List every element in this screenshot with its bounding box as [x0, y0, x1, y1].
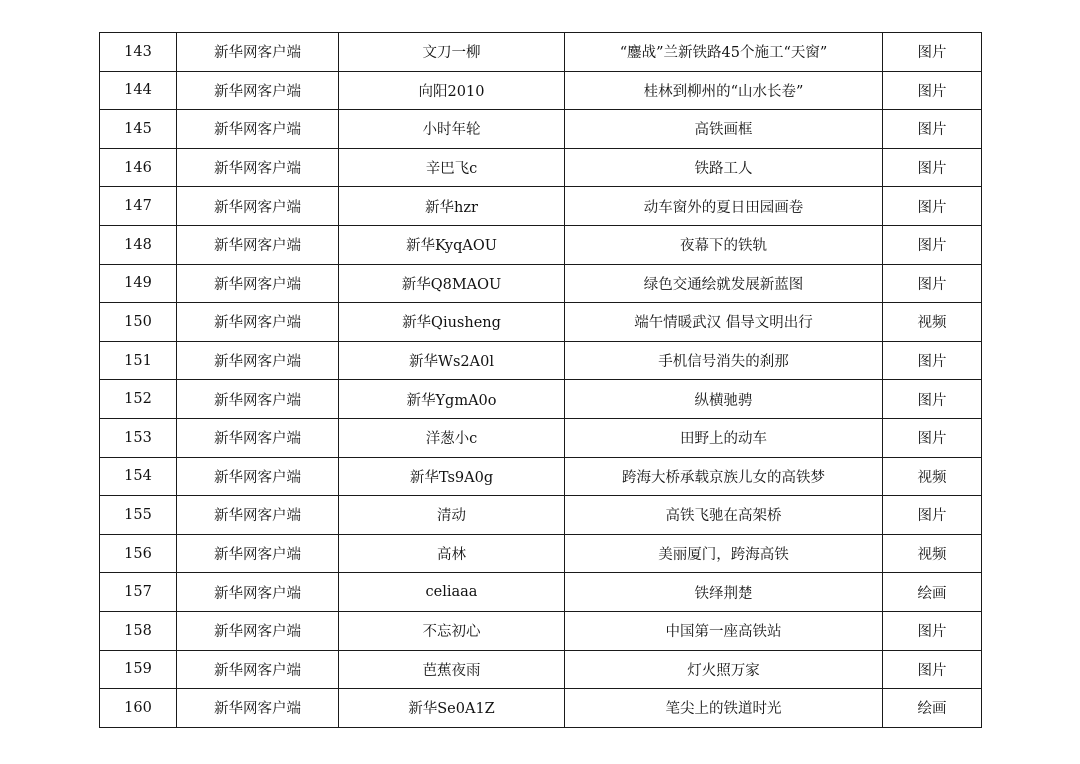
entry-title: 高铁画框: [565, 110, 883, 149]
entry-author: 高林: [339, 534, 565, 573]
entry-type: 图片: [883, 611, 982, 650]
entry-source: 新华网客户端: [177, 225, 339, 264]
entry-source: 新华网客户端: [177, 341, 339, 380]
entry-source: 新华网客户端: [177, 110, 339, 149]
entry-author: 洋葱小c: [339, 418, 565, 457]
entry-number: 148: [100, 225, 177, 264]
entry-type: 图片: [883, 148, 982, 187]
entry-source: 新华网客户端: [177, 264, 339, 303]
entry-source: 新华网客户端: [177, 187, 339, 226]
entry-number: 154: [100, 457, 177, 496]
entry-author: 新华YgmA0o: [339, 380, 565, 419]
entry-number: 150: [100, 303, 177, 342]
entry-title: “鏖战”兰新铁路45个施工“天窗”: [565, 33, 883, 72]
entry-author: 不忘初心: [339, 611, 565, 650]
entry-number: 153: [100, 418, 177, 457]
entry-source: 新华网客户端: [177, 418, 339, 457]
entry-number: 159: [100, 650, 177, 689]
entry-source: 新华网客户端: [177, 611, 339, 650]
entry-type: 图片: [883, 341, 982, 380]
entry-type: 图片: [883, 187, 982, 226]
entries-table: [99, 32, 982, 728]
entry-number: 147: [100, 187, 177, 226]
entry-source: 新华网客户端: [177, 148, 339, 187]
entry-title: 美丽厦门，跨海高铁: [565, 534, 883, 573]
entry-author: 向阳2010: [339, 71, 565, 110]
entry-title: 跨海大桥承载京族儿女的高铁梦: [565, 457, 883, 496]
table-row: [100, 148, 982, 187]
entry-title: 纵横驰骋: [565, 380, 883, 419]
table-row: [100, 611, 982, 650]
entry-author: 新华Ts9A0g: [339, 457, 565, 496]
entry-title: 桂林到柳州的“山水长卷”: [565, 71, 883, 110]
table-row: [100, 689, 982, 728]
table-row: [100, 264, 982, 303]
entry-title: 手机信号消失的刹那: [565, 341, 883, 380]
entry-author: 新华Qiusheng: [339, 303, 565, 342]
entry-number: 157: [100, 573, 177, 612]
entry-title: 绿色交通绘就发展新蓝图: [565, 264, 883, 303]
entry-source: 新华网客户端: [177, 71, 339, 110]
entry-author: 新华KyqAOU: [339, 225, 565, 264]
entry-number: 160: [100, 689, 177, 728]
entry-number: 151: [100, 341, 177, 380]
entry-author: 清动: [339, 496, 565, 535]
entry-type: 图片: [883, 650, 982, 689]
entry-type: 视频: [883, 457, 982, 496]
entry-number: 143: [100, 33, 177, 72]
table-row: [100, 380, 982, 419]
entry-type: 图片: [883, 33, 982, 72]
entry-number: 152: [100, 380, 177, 419]
entry-author: 芭蕉夜雨: [339, 650, 565, 689]
entry-source: 新华网客户端: [177, 573, 339, 612]
entry-author: 辛巴飞c: [339, 148, 565, 187]
entry-source: 新华网客户端: [177, 303, 339, 342]
table-row: [100, 496, 982, 535]
entry-title: 铁绎荆楚: [565, 573, 883, 612]
entry-type: 图片: [883, 110, 982, 149]
table-row: [100, 573, 982, 612]
entry-title: 笔尖上的铁道时光: [565, 689, 883, 728]
entry-number: 146: [100, 148, 177, 187]
entry-source: 新华网客户端: [177, 496, 339, 535]
table-row: [100, 418, 982, 457]
entry-number: 155: [100, 496, 177, 535]
entry-author: 新华Ws2A0l: [339, 341, 565, 380]
entry-title: 田野上的动车: [565, 418, 883, 457]
table-row: [100, 650, 982, 689]
entry-title: 动车窗外的夏日田园画卷: [565, 187, 883, 226]
table-row: [100, 341, 982, 380]
table-row: [100, 457, 982, 496]
entry-author: celiaaa: [339, 573, 565, 612]
entry-source: 新华网客户端: [177, 33, 339, 72]
entry-type: 视频: [883, 534, 982, 573]
entry-type: 图片: [883, 225, 982, 264]
entry-number: 144: [100, 71, 177, 110]
entries-table-body: [100, 33, 982, 728]
entry-title: 高铁飞驰在高架桥: [565, 496, 883, 535]
entry-title: 中国第一座高铁站: [565, 611, 883, 650]
table-row: [100, 110, 982, 149]
entry-title: 铁路工人: [565, 148, 883, 187]
entry-number: 156: [100, 534, 177, 573]
entry-type: 绘画: [883, 573, 982, 612]
entry-type: 图片: [883, 380, 982, 419]
entry-author: 新华hzr: [339, 187, 565, 226]
entry-type: 图片: [883, 418, 982, 457]
entry-type: 图片: [883, 264, 982, 303]
entry-author: 新华Se0A1Z: [339, 689, 565, 728]
entry-type: 视频: [883, 303, 982, 342]
table-row: [100, 33, 982, 72]
entry-source: 新华网客户端: [177, 457, 339, 496]
entry-title: 端午情暖武汉 倡导文明出行: [565, 303, 883, 342]
entry-author: 新华Q8MAOU: [339, 264, 565, 303]
entry-type: 图片: [883, 71, 982, 110]
document-page: [99, 32, 981, 728]
entry-number: 158: [100, 611, 177, 650]
entry-number: 149: [100, 264, 177, 303]
entry-title: 灯火照万家: [565, 650, 883, 689]
table-row: [100, 71, 982, 110]
entry-author: 小时年轮: [339, 110, 565, 149]
table-row: [100, 303, 982, 342]
entry-source: 新华网客户端: [177, 380, 339, 419]
table-row: [100, 534, 982, 573]
entry-number: 145: [100, 110, 177, 149]
entry-source: 新华网客户端: [177, 689, 339, 728]
entry-title: 夜幕下的铁轨: [565, 225, 883, 264]
entry-source: 新华网客户端: [177, 534, 339, 573]
entry-type: 绘画: [883, 689, 982, 728]
entry-source: 新华网客户端: [177, 650, 339, 689]
table-row: [100, 187, 982, 226]
table-row: [100, 225, 982, 264]
entry-author: 文刀一柳: [339, 33, 565, 72]
entry-type: 图片: [883, 496, 982, 535]
